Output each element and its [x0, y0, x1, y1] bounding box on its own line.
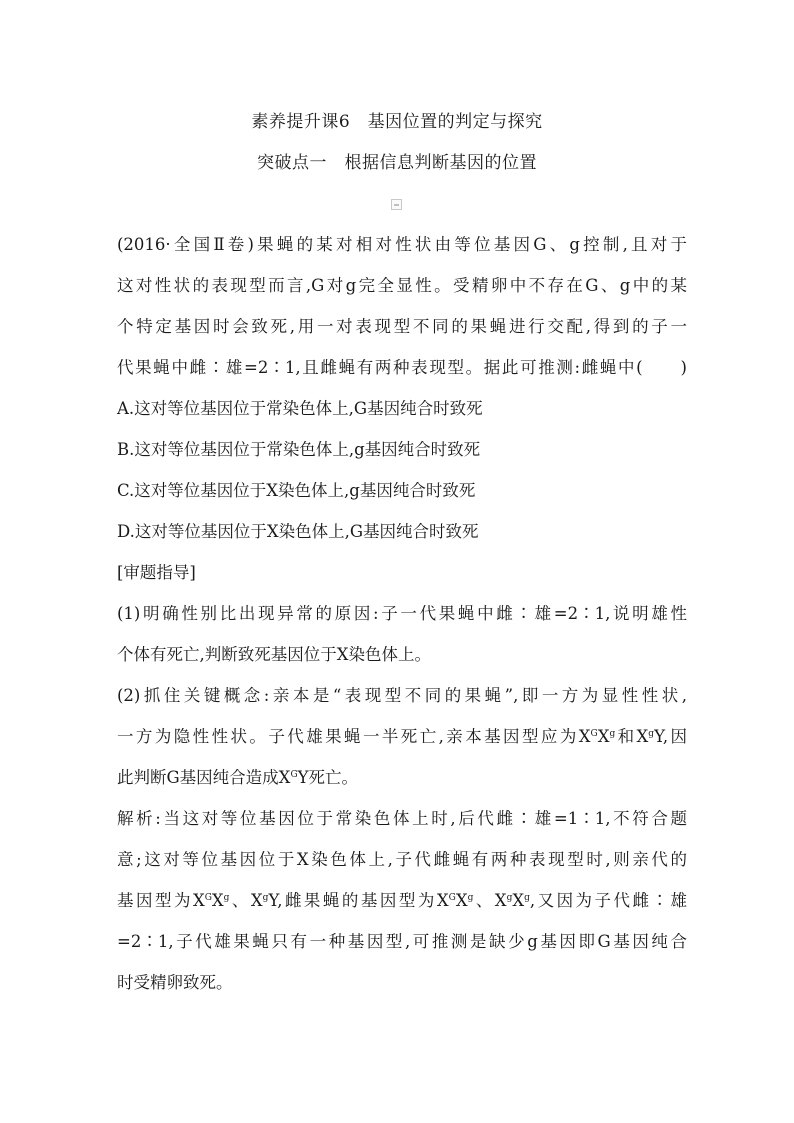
option-b: B.这对等位基因位于常染色体上,g基因纯合时致死: [117, 440, 481, 459]
question-stem: [117, 224, 687, 388]
guide-line: (1)明确性别比出现异常的原因:子一代果蝇中雌∶雄=2∶1,说明雄性: [117, 604, 687, 623]
document-body: [117, 224, 687, 1003]
guide-heading: [审题指导]: [117, 563, 196, 582]
question-line: 代果蝇中雌∶雄=2∶1,且雌蝇有两种表现型。据此可推测:雌蝇中( ): [117, 358, 687, 377]
guide-line: 个体有死亡,判断致死基因位于X染色体上。: [117, 645, 431, 664]
analysis-line: =2∶1,子代雄果蝇只有一种基因型,可推测是缺少g基因即G基因纯合: [117, 932, 687, 951]
option-a: A.这对等位基因位于常染色体上,G基因纯合时致死: [117, 399, 483, 418]
analysis-line: 意;这对等位基因位于X染色体上,子代雌蝇有两种表现型时,则亲代的: [117, 850, 687, 869]
guide-line: (2)抓住关键概念:亲本是“表现型不同的果蝇”,即一方为显性性状,: [117, 686, 687, 705]
option-c: C.这对等位基因位于X染色体上,g基因纯合时致死: [117, 481, 476, 500]
section-title: 突破点一 根据信息判断基因的位置: [257, 153, 537, 173]
question-line: 这对性状的表现型而言,G对g完全显性。受精卵中不存在G、g中的某: [117, 276, 687, 295]
analysis-line: 解析:当这对等位基因位于常染色体上时,后代雌∶雄=1∶1,不符合题: [117, 809, 687, 828]
page-title: 素养提升课6 基因位置的判定与探究: [251, 112, 543, 132]
guide-line: 一方为隐性性状。子代雄果蝇一半死亡,亲本基因型应为$X^GX^g$和$X^gY$,因: [117, 727, 687, 746]
answer-options: [117, 388, 687, 552]
analysis-line: 基因型为$X^GX^g$、$X^gY$,雌果蝇的基因型为$X^GX^g$、$X^gX^g$,又因为子代雌∶雄: [117, 891, 688, 910]
question-line: 个特定基因时会致死,用一对表现型不同的果蝇进行交配,得到的子一: [117, 317, 687, 336]
guide-line: 此判断G基因纯合造成$X^GY$死亡。: [117, 768, 359, 787]
option-d: D.这对等位基因位于X染色体上,G基因纯合时致死: [117, 522, 479, 541]
image-placeholder-icon: [391, 199, 402, 210]
question-line: (2016·全国Ⅱ卷)果蝇的某对相对性状由等位基因G、g控制,且对于: [117, 235, 687, 254]
analysis-line: 时受精卵致死。: [117, 973, 233, 992]
guide-section: [117, 552, 687, 798]
analysis-section: [117, 798, 687, 1003]
